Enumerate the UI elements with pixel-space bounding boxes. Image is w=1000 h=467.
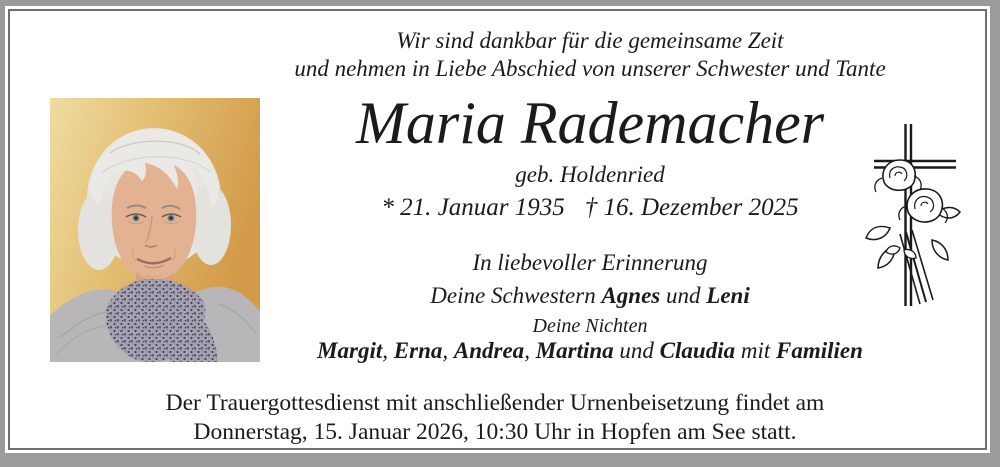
niece-name-erna: Erna — [393, 338, 443, 363]
sister-name-agnes: Agnes — [601, 283, 661, 308]
service-info — [5, 389, 985, 447]
nieces-suffix-families: Familien — [775, 338, 863, 363]
sisters-conjunction: und — [666, 283, 701, 308]
portrait-photo — [50, 98, 260, 362]
nieces-suffix-conjunction: mit — [740, 338, 771, 363]
life-dates — [260, 193, 920, 223]
service-line-2: Donnerstag, 15. Januar 2026, 10:30 Uhr in Hopfen am See statt. — [193, 419, 797, 445]
niece-name-martina: Martina — [535, 338, 614, 363]
death-date: † 16. Dezember 2025 — [584, 194, 799, 221]
service-line-1: Der Trauergottesdienst mit anschließender Urnenbeisetzung findet am — [165, 390, 825, 416]
intro-line-2: und nehmen in Liebe Abschied von unserer Schwester und Tante — [294, 56, 886, 81]
sisters-line — [260, 282, 920, 310]
deceased-name: Maria Rademacher — [355, 90, 825, 156]
nieces-label: Deine Nichten — [532, 315, 648, 337]
intro-line-1: Wir sind dankbar für die gemeinsame Zeit — [396, 28, 784, 53]
nieces-line — [260, 337, 920, 365]
nieces-conjunction: und — [619, 338, 654, 363]
separator-comma: , — [382, 338, 389, 363]
intro-text — [260, 27, 920, 83]
separator-comma: , — [442, 338, 449, 363]
memorial-heading: In liebevoller Erinnerung — [472, 250, 708, 275]
sisters-prefix: Deine Schwestern — [430, 283, 596, 308]
niece-name-claudia: Claudia — [659, 338, 736, 363]
sister-name-leni: Leni — [706, 283, 750, 308]
portrait-illustration — [50, 98, 260, 362]
birth-date: * 21. Januar 1935 — [381, 194, 565, 221]
separator-comma: , — [524, 338, 530, 363]
maiden-name: geb. Holdenried — [515, 162, 665, 187]
niece-name-margit: Margit — [317, 338, 383, 363]
niece-name-andrea: Andrea — [453, 338, 525, 363]
